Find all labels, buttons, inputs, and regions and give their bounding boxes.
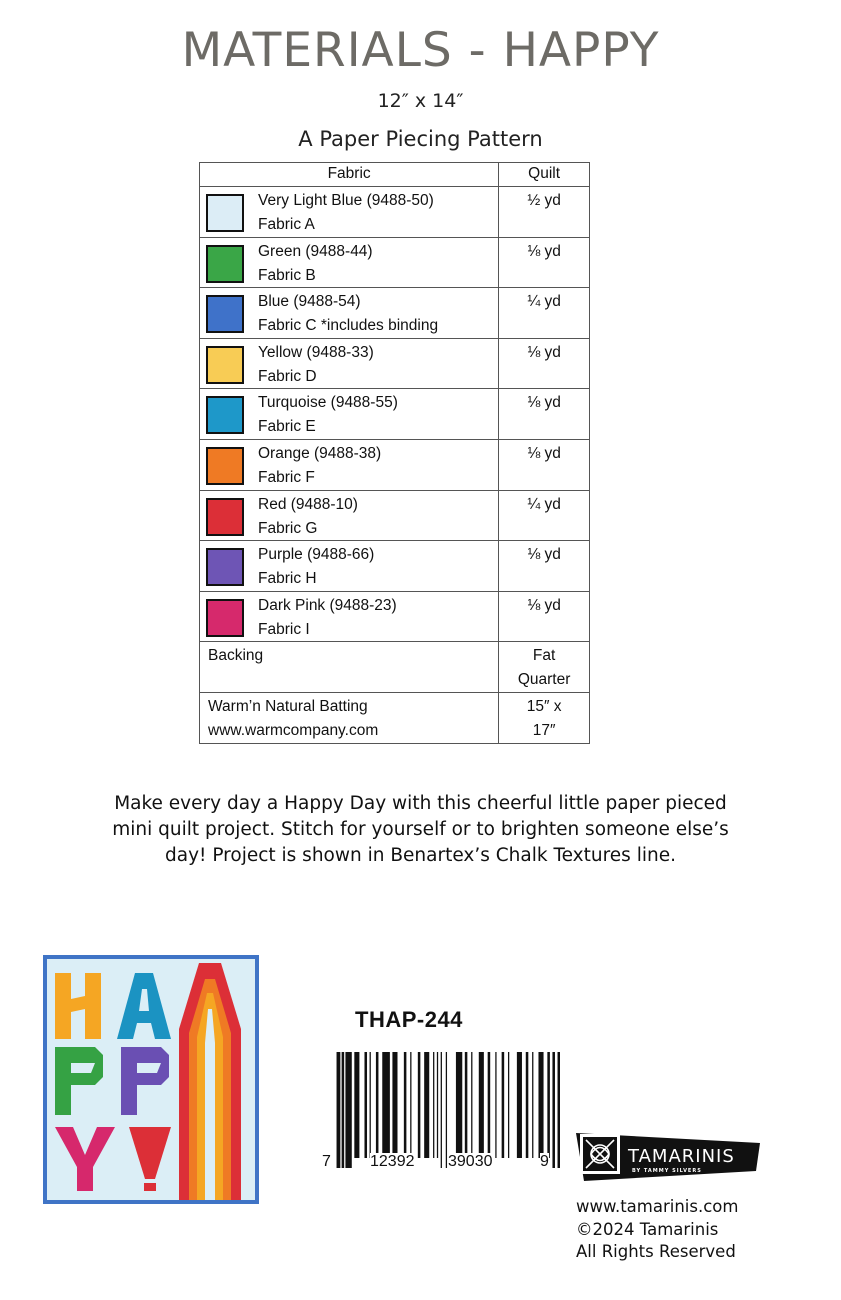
fabric-swatch — [206, 599, 244, 637]
table-row-fabric — [200, 288, 590, 339]
page-title: MATERIALS - HAPPY — [181, 23, 660, 78]
letter-h — [55, 973, 101, 1039]
materials-table — [199, 162, 590, 744]
fabric-cell — [200, 591, 499, 642]
barcode-digits-left: 12392 — [370, 1153, 415, 1170]
table-row-fabric — [200, 187, 590, 238]
fabric-label: Fabric H — [258, 570, 317, 588]
description-line: mini quilt project. Stitch for yourself or to brighten someone else’s — [112, 819, 729, 840]
fabric-name: Turquoise (9488-55) — [258, 394, 398, 412]
fabric-label: Fabric B — [258, 266, 316, 284]
quantity-cell: ⅛ yd — [499, 541, 590, 592]
quantity-cell: ⅛ yd — [499, 338, 590, 389]
fabric-name: Orange (9488-38) — [258, 444, 382, 462]
fabric-label: Fabric D — [258, 367, 317, 385]
fabric-swatch — [206, 498, 244, 536]
quantity-line2: 17″ — [532, 722, 556, 740]
logo-tagline: BY TAMMY SILVERS — [632, 1168, 702, 1174]
quilt-preview-image — [43, 955, 259, 1204]
description-line: Make every day a Happy Day with this cheerful little paper pieced — [114, 793, 727, 814]
letter-a — [117, 973, 171, 1039]
quantity-cell — [499, 693, 590, 744]
fabric-cell — [200, 338, 499, 389]
barcode-digit-check: 9 — [540, 1153, 549, 1170]
fabric-label: Fabric E — [258, 418, 316, 436]
quantity-line2: Quarter — [517, 671, 571, 689]
table-row-fabric — [200, 541, 590, 592]
product-sku: THAP-244 — [355, 1007, 463, 1032]
quantity-cell: ¼ yd — [499, 288, 590, 339]
material-cell — [200, 642, 499, 693]
fabric-swatch — [206, 346, 244, 384]
barcode-digit-leading: 7 — [322, 1153, 331, 1170]
fabric-name: Red (9488-10) — [258, 495, 358, 513]
fabric-name: Dark Pink (9488-23) — [258, 596, 397, 614]
fabric-cell — [200, 288, 499, 339]
letter-y — [55, 1127, 115, 1191]
rights-reserved: All Rights Reserved — [576, 1242, 736, 1261]
fabric-label: Fabric C *includes binding — [258, 317, 439, 335]
copyright: ©2024 Tamarinis — [576, 1219, 719, 1239]
fabric-cell — [200, 187, 499, 238]
fabric-name: Green (9488-44) — [258, 242, 373, 260]
rainbow-arch — [179, 963, 241, 1200]
material-name: Backing — [208, 647, 264, 665]
website-link[interactable]: www.tamarinis.com — [576, 1197, 739, 1216]
quantity-cell: ½ yd — [499, 187, 590, 238]
logo-wordmark: TAMARINIS — [628, 1146, 735, 1167]
table-row-fabric — [200, 490, 590, 541]
column-header-quilt: Quilt — [499, 163, 590, 187]
letter-p-purple — [121, 1047, 169, 1115]
quantity-line1: Fat — [532, 647, 556, 665]
barcode-digits-right: 39030 — [448, 1153, 493, 1170]
quantity-cell: ⅛ yd — [499, 389, 590, 440]
description-line: day! Project is shown in Benartex’s Chalk Textures line. — [165, 845, 676, 866]
material-website: www.warmcompany.com — [208, 722, 379, 740]
table-row-fabric — [200, 389, 590, 440]
barcode-icon — [320, 1048, 560, 1168]
fabric-swatch — [206, 194, 244, 232]
table-row-fabric — [200, 439, 590, 490]
fabric-cell — [200, 389, 499, 440]
quilt-background — [47, 959, 255, 1200]
tamarinis-logo — [576, 1129, 760, 1181]
fabric-cell — [200, 439, 499, 490]
quantity-cell: ¼ yd — [499, 490, 590, 541]
material-cell — [200, 693, 499, 744]
quantity-line1: 15″ x — [526, 698, 562, 716]
table-row-backing — [200, 642, 590, 693]
fabric-swatch — [206, 396, 244, 434]
quilt-size: 12″ x 14″ — [377, 90, 464, 112]
fabric-name: Yellow (9488-33) — [258, 343, 374, 361]
table-row-fabric — [200, 237, 590, 288]
fabric-cell — [200, 541, 499, 592]
fabric-label: Fabric G — [258, 519, 318, 537]
fabric-name: Very Light Blue (9488-50) — [258, 192, 434, 209]
exclamation-mark — [129, 1127, 171, 1191]
quilt-happy-illustration — [47, 959, 255, 1200]
pattern-subtitle: A Paper Piecing Pattern — [298, 127, 543, 151]
fabric-label: Fabric F — [258, 468, 315, 486]
fabric-swatch — [206, 447, 244, 485]
fabric-cell — [200, 490, 499, 541]
contact-info — [576, 1196, 738, 1264]
column-header-fabric: Fabric — [200, 163, 499, 187]
fabric-label: Fabric A — [258, 216, 315, 233]
material-name: Warm’n Natural Batting — [208, 698, 368, 716]
fabric-swatch — [206, 548, 244, 586]
table-row-fabric — [200, 591, 590, 642]
fabric-label: Fabric I — [258, 620, 310, 638]
quantity-cell — [499, 642, 590, 693]
table-row-fabric — [200, 338, 590, 389]
fabric-swatch — [206, 245, 244, 283]
quantity-cell: ⅛ yd — [499, 439, 590, 490]
table-row-batting — [200, 693, 590, 744]
table-header-row — [200, 163, 590, 187]
letter-p-green — [55, 1047, 103, 1115]
fabric-name: Purple (9488-66) — [258, 546, 375, 564]
quantity-cell: ⅛ yd — [499, 591, 590, 642]
pattern-description — [40, 791, 801, 869]
fabric-cell — [200, 237, 499, 288]
quantity-cell: ⅛ yd — [499, 237, 590, 288]
fabric-name: Blue (9488-54) — [258, 293, 361, 311]
fabric-swatch — [206, 295, 244, 333]
